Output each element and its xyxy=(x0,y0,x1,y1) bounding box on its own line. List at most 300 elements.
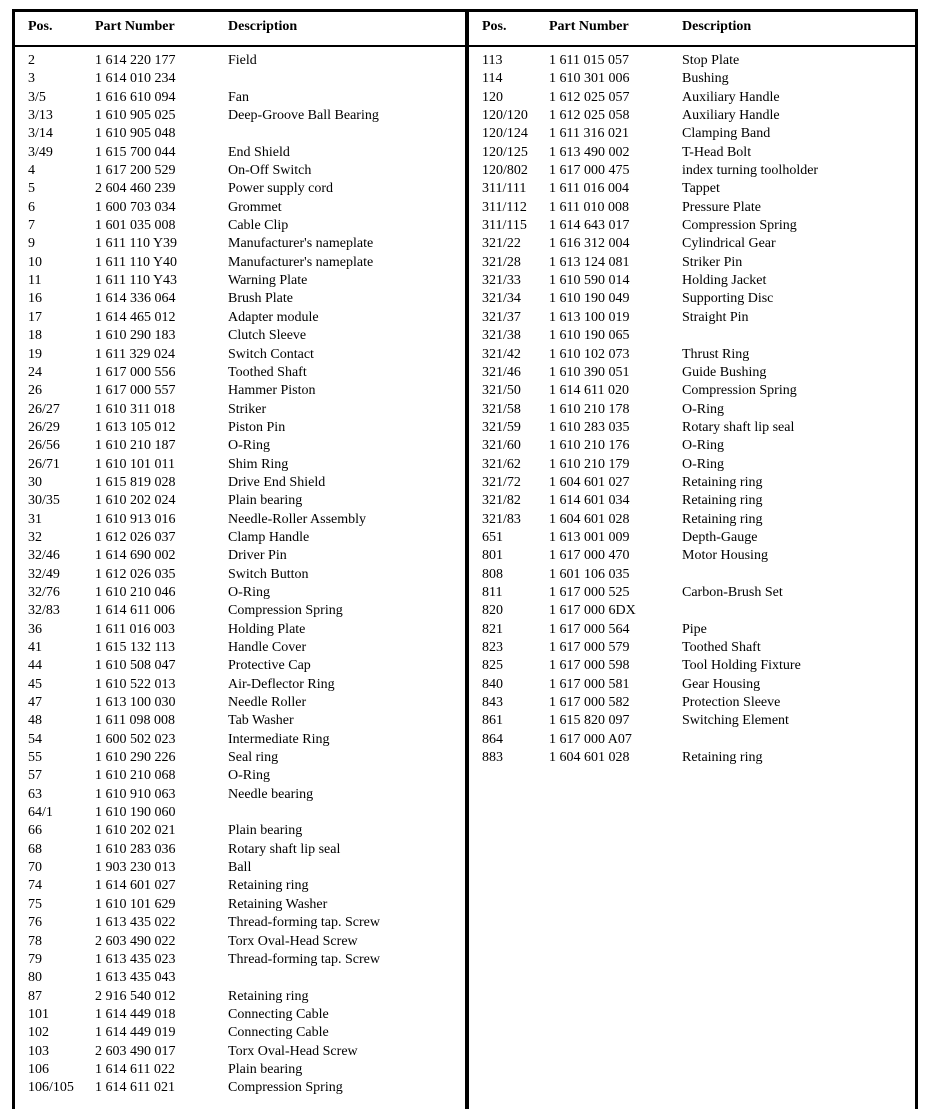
cell-pos: 651 xyxy=(482,529,503,545)
cell-pos: 321/33 xyxy=(482,273,521,289)
table-row xyxy=(15,437,465,455)
table-row xyxy=(469,364,915,382)
cell-pos: 18 xyxy=(28,328,42,344)
cell-pos: 36 xyxy=(28,621,42,637)
cell-description: Guide Bushing xyxy=(682,364,767,380)
cell-description: Warning Plate xyxy=(228,273,308,289)
table-row xyxy=(469,456,915,474)
cell-pos: 17 xyxy=(28,309,42,325)
cell-pos: 2 xyxy=(28,53,35,68)
cell-part-number: 1 610 210 176 xyxy=(549,438,630,454)
cell-part-number: 1 613 100 030 xyxy=(95,695,176,711)
cell-pos: 41 xyxy=(28,640,42,655)
cell-part-number: 1 610 210 068 xyxy=(95,768,176,784)
cell-pos: 840 xyxy=(482,676,503,692)
cell-part-number: 1 617 000 579 xyxy=(549,640,630,655)
table-row xyxy=(15,309,465,327)
cell-pos: 120 xyxy=(482,89,503,105)
cell-part-number: 1 610 301 006 xyxy=(549,71,630,87)
cell-description: Toothed Shaft xyxy=(682,640,761,655)
cell-description: Retaining ring xyxy=(228,988,309,1004)
table-row xyxy=(469,272,915,290)
cell-part-number: 1 614 465 012 xyxy=(95,309,176,325)
table-row xyxy=(469,125,915,143)
table-row xyxy=(469,401,915,419)
table-body-left xyxy=(15,52,465,1098)
cell-description: Switch Button xyxy=(228,566,309,582)
cell-description: Stop Plate xyxy=(682,53,740,68)
cell-description: Retaining ring xyxy=(682,493,763,509)
table-row xyxy=(15,180,465,198)
cell-pos: 321/42 xyxy=(482,346,521,362)
table-row xyxy=(15,969,465,987)
cell-description: Handle Cover xyxy=(228,640,307,655)
cell-part-number: 1 614 601 027 xyxy=(95,878,176,894)
cell-description: Needle-Roller Assembly xyxy=(228,511,367,527)
table-row xyxy=(469,474,915,492)
cell-description: index turning toolholder xyxy=(682,163,819,179)
cell-part-number: 1 617 000 598 xyxy=(549,658,630,674)
cell-pos: 821 xyxy=(482,621,503,637)
cell-description: Thread-forming tap. Screw xyxy=(228,951,380,967)
cell-part-number: 1 613 435 043 xyxy=(95,970,176,986)
cell-description: O-Ring xyxy=(682,456,724,472)
cell-description: Clamping Band xyxy=(682,126,771,142)
cell-part-number: 1 610 202 021 xyxy=(95,823,176,839)
cell-part-number: 1 611 010 008 xyxy=(549,199,629,215)
table-row xyxy=(15,1061,465,1079)
cell-pos: 825 xyxy=(482,658,503,674)
cell-description: Intermediate Ring xyxy=(228,731,330,747)
cell-description: On-Off Switch xyxy=(228,163,312,179)
cell-description: O-Ring xyxy=(682,438,724,454)
cell-part-number: 2 603 490 017 xyxy=(95,1043,176,1059)
parts-table-right xyxy=(469,12,915,1109)
cell-part-number: 1 610 210 178 xyxy=(549,401,630,417)
cell-part-number: 1 617 000 564 xyxy=(549,621,630,637)
cell-part-number: 1 604 601 027 xyxy=(549,474,630,490)
cell-pos: 311/112 xyxy=(482,199,527,215)
table-body-right xyxy=(469,52,915,767)
cell-pos: 11 xyxy=(28,273,42,289)
cell-part-number: 1 610 210 046 xyxy=(95,584,176,600)
cell-pos: 321/58 xyxy=(482,401,521,417)
cell-description: Compression Spring xyxy=(228,1080,343,1096)
cell-part-number: 1 611 329 024 xyxy=(95,346,175,362)
table-row xyxy=(15,346,465,364)
cell-description: T-Head Bolt xyxy=(682,144,752,160)
cell-part-number: 1 611 110 Y43 xyxy=(95,273,178,289)
table-row xyxy=(469,309,915,327)
cell-part-number: 1 617 000 557 xyxy=(95,383,176,399)
cell-part-number: 1 614 611 022 xyxy=(95,1061,175,1077)
table-row xyxy=(469,584,915,602)
cell-description: Fan xyxy=(228,89,249,105)
cell-pos: 321/60 xyxy=(482,438,521,454)
cell-description: Drive End Shield xyxy=(228,474,326,490)
table-row xyxy=(469,290,915,308)
table-row xyxy=(469,89,915,107)
table-row xyxy=(15,89,465,107)
cell-description: Retaining ring xyxy=(682,511,763,527)
cell-description: Retaining Washer xyxy=(228,896,328,912)
cell-part-number: 1 617 000 475 xyxy=(549,163,630,179)
cell-part-number: 1 613 435 023 xyxy=(95,951,176,967)
cell-pos: 321/37 xyxy=(482,309,521,325)
table-row xyxy=(469,657,915,675)
cell-part-number: 1 617 000 582 xyxy=(549,695,630,711)
cell-part-number: 1 616 610 094 xyxy=(95,89,176,105)
cell-pos: 3/5 xyxy=(28,89,46,105)
table-row xyxy=(15,822,465,840)
table-row xyxy=(15,162,465,180)
cell-part-number: 1 610 290 183 xyxy=(95,328,176,344)
table-row xyxy=(15,474,465,492)
cell-pos: 5 xyxy=(28,181,35,197)
cell-part-number: 1 903 230 013 xyxy=(95,860,176,876)
cell-description: Clamp Handle xyxy=(228,529,310,545)
cell-pos: 321/34 xyxy=(482,291,521,307)
table-row xyxy=(15,786,465,804)
cell-pos: 75 xyxy=(28,896,42,912)
cell-part-number: 1 615 132 113 xyxy=(95,640,175,655)
cell-part-number: 1 610 910 063 xyxy=(95,786,176,802)
table-row xyxy=(15,364,465,382)
table-row xyxy=(469,621,915,639)
table-row xyxy=(469,70,915,88)
cell-description: Holding Plate xyxy=(228,621,306,637)
cell-description: Cylindrical Gear xyxy=(682,236,776,252)
cell-part-number: 1 601 106 035 xyxy=(549,566,630,582)
table-header-right xyxy=(469,12,915,47)
table-row xyxy=(469,254,915,272)
table-row xyxy=(15,914,465,932)
cell-description: Protection Sleeve xyxy=(682,695,781,711)
cell-description: Tappet xyxy=(682,181,720,197)
cell-pos: 321/38 xyxy=(482,328,521,344)
table-row xyxy=(15,272,465,290)
cell-pos: 4 xyxy=(28,163,35,179)
table-row xyxy=(15,199,465,217)
table-row xyxy=(15,511,465,529)
table-row xyxy=(469,217,915,235)
cell-part-number: 1 610 210 179 xyxy=(549,456,630,472)
cell-part-number: 1 614 449 018 xyxy=(95,1006,176,1022)
table-row xyxy=(469,235,915,253)
cell-description: Striker xyxy=(228,401,267,417)
table-row xyxy=(15,529,465,547)
cell-part-number: 1 610 101 629 xyxy=(95,896,176,912)
cell-part-number: 1 611 098 008 xyxy=(95,713,175,729)
cell-description: O-Ring xyxy=(228,584,270,600)
table-row xyxy=(469,712,915,730)
cell-part-number: 1 617 000 A07 xyxy=(549,731,632,747)
cell-pos: 63 xyxy=(28,786,42,802)
cell-part-number: 1 611 016 003 xyxy=(95,621,175,637)
cell-part-number: 1 614 336 064 xyxy=(95,291,176,307)
table-row xyxy=(15,584,465,602)
cell-part-number: 1 617 000 470 xyxy=(549,548,630,564)
cell-part-number: 1 610 190 049 xyxy=(549,291,630,307)
cell-description: Thrust Ring xyxy=(682,346,750,362)
table-row xyxy=(15,52,465,70)
cell-part-number: 1 614 611 006 xyxy=(95,603,175,619)
table-row xyxy=(15,1024,465,1042)
cell-part-number: 1 610 190 065 xyxy=(549,328,630,344)
cell-part-number: 1 614 601 034 xyxy=(549,493,630,509)
cell-description: Plain bearing xyxy=(228,823,303,839)
cell-description: Cable Clip xyxy=(228,218,289,234)
table-row xyxy=(469,346,915,364)
table-row xyxy=(469,731,915,749)
cell-part-number: 1 610 311 018 xyxy=(95,401,175,417)
cell-pos: 26 xyxy=(28,383,42,399)
table-row xyxy=(15,1006,465,1024)
cell-pos: 101 xyxy=(28,1006,49,1022)
cell-description: Torx Oval-Head Screw xyxy=(228,1043,358,1059)
header-description: Description xyxy=(682,19,752,34)
cell-description: Needle Roller xyxy=(228,695,307,711)
cell-pos: 64/1 xyxy=(28,805,53,821)
cell-pos: 24 xyxy=(28,364,42,380)
cell-part-number: 1 617 000 581 xyxy=(549,676,630,692)
cell-pos: 311/111 xyxy=(482,181,527,197)
cell-pos: 811 xyxy=(482,584,503,600)
cell-description: Compression Spring xyxy=(682,383,797,399)
cell-part-number: 1 610 202 024 xyxy=(95,493,176,509)
cell-pos: 102 xyxy=(28,1025,49,1041)
cell-part-number: 1 612 026 037 xyxy=(95,529,176,545)
cell-description: Auxiliary Handle xyxy=(682,89,780,105)
cell-description: Compression Spring xyxy=(682,218,797,234)
table-row xyxy=(15,602,465,620)
cell-description: Ball xyxy=(228,860,252,876)
cell-pos: 30 xyxy=(28,474,42,490)
cell-description: O-Ring xyxy=(682,401,724,417)
cell-part-number: 1 611 316 021 xyxy=(549,126,629,142)
cell-pos: 820 xyxy=(482,603,503,619)
cell-pos: 3/49 xyxy=(28,144,53,160)
cell-pos: 883 xyxy=(482,750,503,766)
table-row xyxy=(469,749,915,767)
header-description: Description xyxy=(228,19,298,34)
table-header-left xyxy=(15,12,465,47)
table-row xyxy=(469,676,915,694)
cell-pos: 114 xyxy=(482,71,503,87)
cell-description: Supporting Disc xyxy=(682,291,774,307)
cell-description: Straight Pin xyxy=(682,309,749,325)
cell-pos: 87 xyxy=(28,988,42,1004)
table-row xyxy=(15,951,465,969)
cell-part-number: 1 610 283 036 xyxy=(95,841,176,857)
table-row xyxy=(15,107,465,125)
cell-pos: 106 xyxy=(28,1061,49,1077)
cell-part-number: 1 615 819 028 xyxy=(95,474,176,490)
cell-description: Air-Deflector Ring xyxy=(228,676,335,692)
cell-pos: 80 xyxy=(28,970,42,986)
cell-description: Striker Pin xyxy=(682,254,743,270)
cell-part-number: 1 610 190 060 xyxy=(95,805,176,821)
cell-pos: 321/46 xyxy=(482,364,521,380)
table-row xyxy=(469,492,915,510)
cell-part-number: 1 617 000 6DX xyxy=(549,603,636,619)
cell-part-number: 1 604 601 028 xyxy=(549,750,630,766)
cell-description: Bushing xyxy=(682,71,729,87)
table-row xyxy=(15,933,465,951)
cell-pos: 54 xyxy=(28,731,42,747)
cell-pos: 311/115 xyxy=(482,218,527,234)
cell-pos: 47 xyxy=(28,695,42,711)
cell-pos: 106/105 xyxy=(28,1080,74,1096)
table-row xyxy=(469,437,915,455)
cell-description: Depth-Gauge xyxy=(682,529,758,545)
table-row xyxy=(15,382,465,400)
cell-description: Holding Jacket xyxy=(682,273,767,289)
cell-pos: 120/125 xyxy=(482,144,528,160)
cell-pos: 32/49 xyxy=(28,566,60,582)
cell-pos: 32/76 xyxy=(28,584,60,600)
cell-description: End Shield xyxy=(228,144,290,160)
cell-part-number: 1 617 000 525 xyxy=(549,584,630,600)
cell-pos: 26/27 xyxy=(28,401,60,417)
table-row xyxy=(15,1043,465,1061)
cell-description: O-Ring xyxy=(228,438,270,454)
cell-part-number: 1 610 101 011 xyxy=(95,456,175,472)
cell-description: Tab Washer xyxy=(228,713,294,729)
table-row xyxy=(15,125,465,143)
cell-pos: 321/82 xyxy=(482,493,521,509)
cell-part-number: 1 610 913 016 xyxy=(95,511,176,527)
cell-description: Gear Housing xyxy=(682,676,761,692)
cell-part-number: 1 614 690 002 xyxy=(95,548,176,564)
cell-description: Auxiliary Handle xyxy=(682,108,780,124)
cell-pos: 801 xyxy=(482,548,503,564)
cell-description: Toothed Shaft xyxy=(228,364,307,380)
cell-description: Connecting Cable xyxy=(228,1025,329,1041)
cell-pos: 26/71 xyxy=(28,456,60,472)
cell-part-number: 1 613 001 009 xyxy=(549,529,630,545)
table-row xyxy=(469,639,915,657)
cell-description: Manufacturer's nameplate xyxy=(228,254,374,270)
cell-pos: 6 xyxy=(28,199,35,215)
cell-part-number: 1 610 522 013 xyxy=(95,676,176,692)
table-row xyxy=(469,107,915,125)
cell-part-number: 1 614 449 019 xyxy=(95,1025,176,1041)
table-row xyxy=(15,896,465,914)
table-row xyxy=(15,144,465,162)
cell-part-number: 1 611 110 Y40 xyxy=(95,254,178,270)
cell-part-number: 1 614 611 020 xyxy=(549,383,629,399)
cell-description: Rotary shaft lip seal xyxy=(682,419,795,435)
cell-pos: 7 xyxy=(28,218,35,234)
table-row xyxy=(469,529,915,547)
cell-pos: 321/50 xyxy=(482,383,521,399)
cell-description: Piston Pin xyxy=(228,419,286,435)
table-row xyxy=(15,547,465,565)
cell-part-number: 1 610 102 073 xyxy=(549,346,630,362)
header-pos: Pos. xyxy=(482,19,507,34)
table-row xyxy=(469,511,915,529)
table-row xyxy=(469,52,915,70)
cell-part-number: 1 610 290 226 xyxy=(95,750,176,766)
table-row xyxy=(469,327,915,345)
table-row xyxy=(15,859,465,877)
cell-description: O-Ring xyxy=(228,768,270,784)
table-row xyxy=(15,676,465,694)
table-row xyxy=(469,162,915,180)
table-row xyxy=(469,144,915,162)
cell-description: Seal ring xyxy=(228,750,279,766)
cell-description: Power supply cord xyxy=(228,181,333,197)
cell-pos: 19 xyxy=(28,346,42,362)
cell-part-number: 1 610 390 051 xyxy=(549,364,630,380)
cell-pos: 79 xyxy=(28,951,42,967)
table-row xyxy=(15,712,465,730)
table-row xyxy=(469,547,915,565)
table-row xyxy=(15,419,465,437)
cell-description: Clutch Sleeve xyxy=(228,328,307,344)
table-row xyxy=(15,988,465,1006)
table-row xyxy=(15,731,465,749)
parts-list-sheet xyxy=(12,9,918,1109)
cell-pos: 26/29 xyxy=(28,419,60,435)
cell-part-number: 1 610 508 047 xyxy=(95,658,176,674)
cell-pos: 70 xyxy=(28,860,42,876)
cell-part-number: 1 613 490 002 xyxy=(549,144,630,160)
table-row xyxy=(469,694,915,712)
cell-description: Protective Cap xyxy=(228,658,311,674)
cell-pos: 103 xyxy=(28,1043,49,1059)
cell-pos: 321/62 xyxy=(482,456,521,472)
cell-pos: 16 xyxy=(28,291,42,307)
table-row xyxy=(15,749,465,767)
cell-part-number: 1 610 905 048 xyxy=(95,126,176,142)
cell-description: Field xyxy=(228,53,257,68)
cell-pos: 861 xyxy=(482,713,503,729)
cell-part-number: 1 612 025 057 xyxy=(549,89,630,105)
table-row xyxy=(15,290,465,308)
table-row xyxy=(15,492,465,510)
table-row xyxy=(15,235,465,253)
header-pos: Pos. xyxy=(28,19,53,34)
cell-description: Manufacturer's nameplate xyxy=(228,236,374,252)
cell-part-number: 1 600 703 034 xyxy=(95,199,176,215)
table-row xyxy=(15,841,465,859)
parts-table-left xyxy=(15,12,465,1109)
cell-pos: 32/83 xyxy=(28,603,60,619)
cell-pos: 55 xyxy=(28,750,42,766)
cell-pos: 3/14 xyxy=(28,126,53,142)
cell-part-number: 1 600 502 023 xyxy=(95,731,176,747)
cell-part-number: 1 614 010 234 xyxy=(95,71,176,87)
cell-part-number: 1 601 035 008 xyxy=(95,218,176,234)
table-row xyxy=(15,694,465,712)
cell-description: Tool Holding Fixture xyxy=(682,658,801,674)
table-row xyxy=(15,639,465,657)
cell-pos: 26/56 xyxy=(28,438,60,454)
cell-pos: 44 xyxy=(28,658,42,674)
header-part-number: Part Number xyxy=(549,19,629,34)
cell-description: Plain bearing xyxy=(228,493,303,509)
cell-description: Adapter module xyxy=(228,309,319,325)
cell-description: Needle bearing xyxy=(228,786,314,802)
table-row xyxy=(469,199,915,217)
table-row xyxy=(15,70,465,88)
cell-pos: 321/59 xyxy=(482,419,521,435)
table-row xyxy=(469,566,915,584)
cell-pos: 31 xyxy=(28,511,42,527)
cell-description: Pipe xyxy=(682,621,707,637)
